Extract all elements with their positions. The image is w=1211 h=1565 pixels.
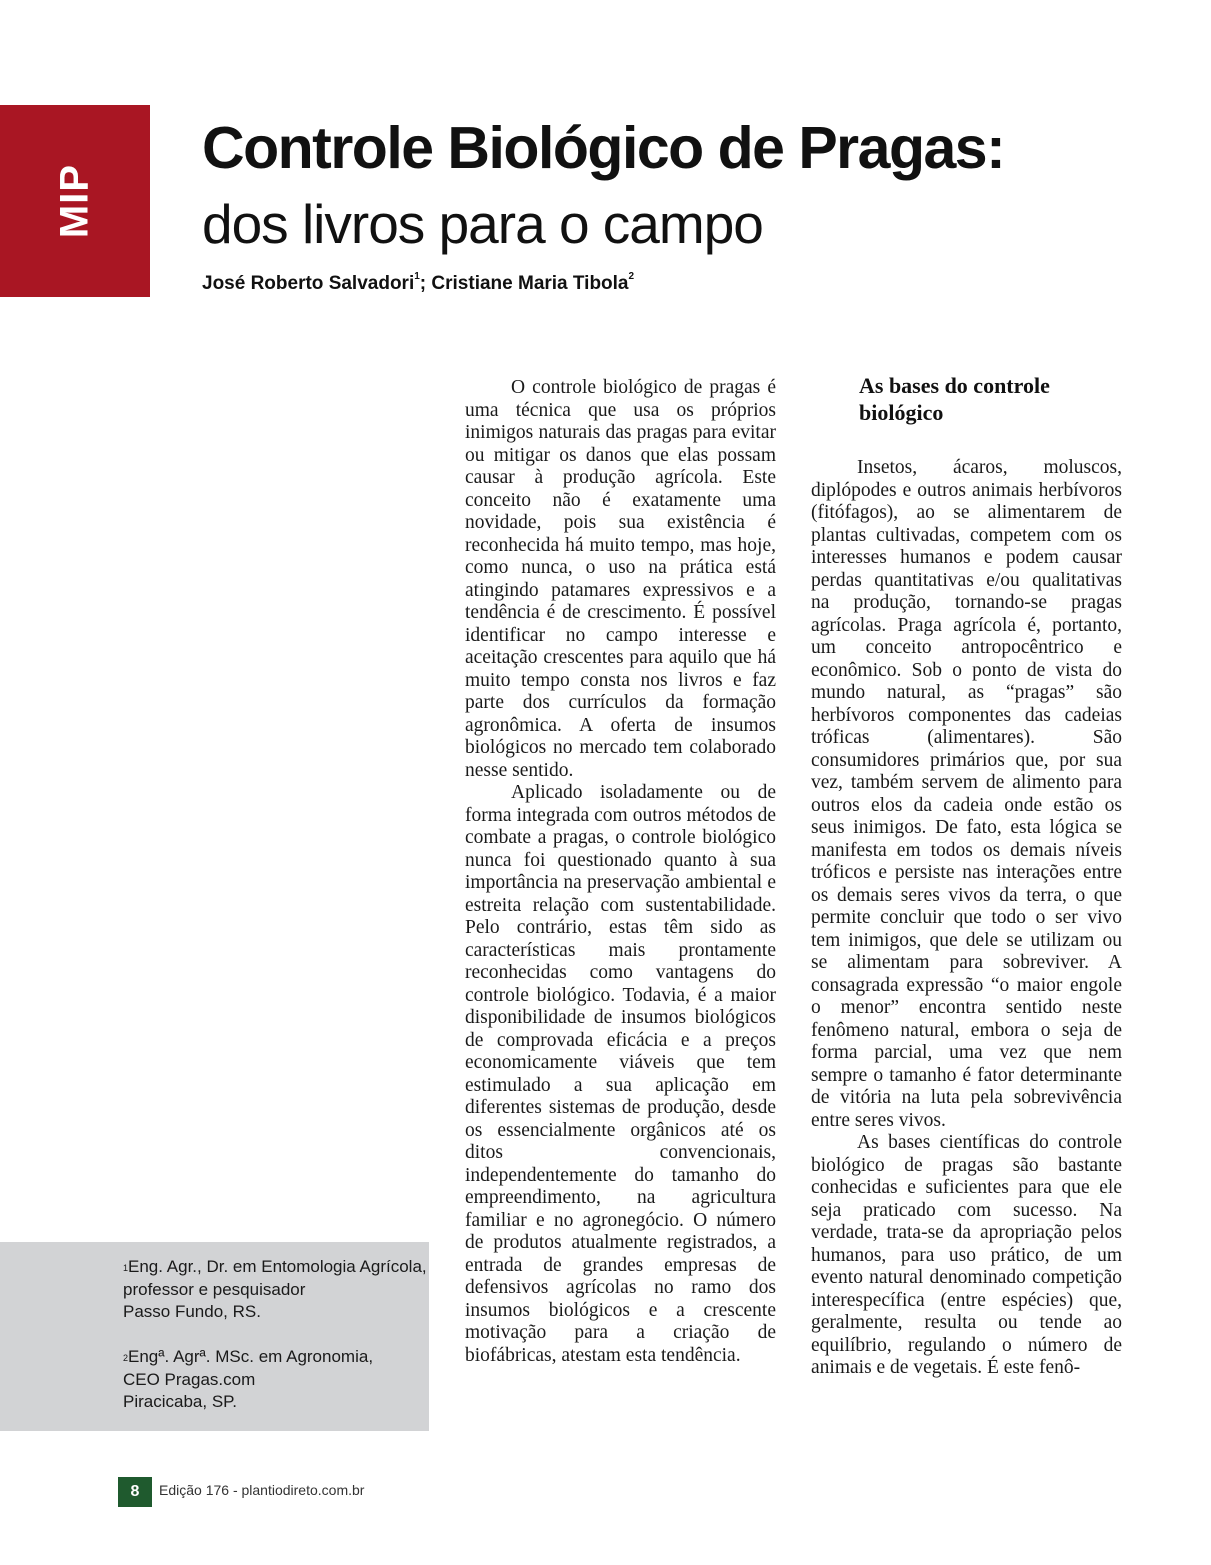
footnote-2-mark: 2 [123,1353,129,1363]
footnote-2-line-2: CEO Pragas.com [123,1369,256,1389]
author-1: José Roberto Salvadori [202,273,415,294]
text-column-2 [811,372,1122,1380]
footer-edition-site: Edição 176 - plantiodireto.com.br [159,1482,365,1498]
author-1-footnote-mark: 1 [414,271,420,282]
footnote-2-line-1: Engª. Agrª. MSc. em Agronomia, [128,1347,374,1366]
section-tag-label: MIP [52,163,97,239]
author-2-footnote-mark: 2 [628,271,635,282]
author-footnotes [0,1242,429,1431]
footnote-1 [123,1256,427,1324]
paragraph: Insetos, ácaros, moluscos, diplópodes e outros animais herbívoros (fitófagos), ao se alimentarem de plantas cultivadas, competem com os interesses humanos e podem causar perdas quantitativas e/ou qualitativas na produção, tornando-se pragas agrícolas. Praga agrícola é, portanto, um conceito antropocêntrico e econômico. Sob o ponto de vista do mundo natural, as “pragas” são herbívoros componentes das cadeias tróficas (alimentares). São consumidores primários que, por sua vez, também servem de alimento para outros elos da cadeia onde estão os seus inimigos. De fato, esta lógica se manifesta em todos os demais níveis tróficos e persiste nas interações entre os demais seres vivos da terra, o que permite concluir que todo o ser vivo tem inimigos, que dele se utilizam ou se alimentam para sobreviver. A consagrada expressão “o maior engole o menor” encontra sentido neste fenômeno natural, embora o seja de forma parcial, uma vez que nem sempre o tamanho é fator determinante de vitória na luta pela sobrevivência entre seres vivos. [811,457,1122,1131]
section-heading: As bases do controle biológico [859,373,1050,425]
page-number: 8 [118,1477,152,1507]
article-title: Controle Biológico de Pragas: [202,115,1005,181]
footnote-1-line-2: professor e pesquisador [123,1279,306,1299]
text-column-1 [465,377,776,1367]
paragraph: Aplicado isoladamente ou de forma integrada com outros métodos de combate a pragas, o controle biológico nunca foi questionado quanto à sua importância na preservação ambiental e estreita relação com sustentabilidade. Pelo contrário, estas têm sido as características mais prontamente reconhecidas como vantagens do controle biológico. Todavia, é a maior disponibilidade de insumos biológicos de comprovada eficácia e a preços economicamente viáveis que tem estimulado a sua aplicação em diferentes sistemas de produção, desde os essencialmente orgânicos até os ditos convencionais, independentemente do tamanho do empreendimento, na agricultura familiar e no agronegócio. O número de produtos atualmente registrados, a entrada de grandes empresas de defensivos agrícolas no ramo dos insumos biológicos e a crescente motivação para a criação de biofábricas, atestam esta tendência. [465,782,776,1366]
paragraph: As bases científicas do controle biológico de pragas são bastante conhecidas e suficientes para que ele seja praticado com sucesso. Na verdade, trata-se da apropriação pelos humanos, para uso prático, de um evento natural denominado competição interespecífica (entre espécies) que, geralmente, resulta ou tende ao equilíbrio, regulando o número de animais e de vegetais. É este fenô- [811,1132,1122,1378]
author-separator: ; [419,273,432,294]
footnote-1-line-3: Passo Fundo, RS. [123,1302,261,1321]
author-line [202,273,634,295]
article-subtitle: dos livros para o campo [202,193,763,255]
author-2: Cristiane Maria Tibola [431,273,629,294]
paragraph: O controle biológico de pragas é uma técnica que usa os próprios inimigos naturais das pragas para evitar ou mitigar os danos que elas possam causar à produção agrícola. Este conceito não é exatamente uma novidade, pois sua existência é reconhecida há muito tempo, mas hoje, como nunca, o uso na prática está atingindo patamares expressivos e a tendência é de crescimento. É possível identificar no campo interesse e aceitação crescentes para aquilo que há muito tempo consta nos livros e faz parte dos currículos da formação agronômica. A oferta de insumos biológicos no mercado tem colaborado nesse sentido. [465,377,776,781]
footnote-2 [123,1346,423,1414]
section-tab [0,105,150,297]
footnote-2-line-3: Piracicaba, SP. [123,1392,238,1411]
footnote-1-mark: 1 [123,1263,129,1273]
footnote-1-line-1: Eng. Agr., Dr. em Entomologia Agrícola, [128,1257,427,1276]
